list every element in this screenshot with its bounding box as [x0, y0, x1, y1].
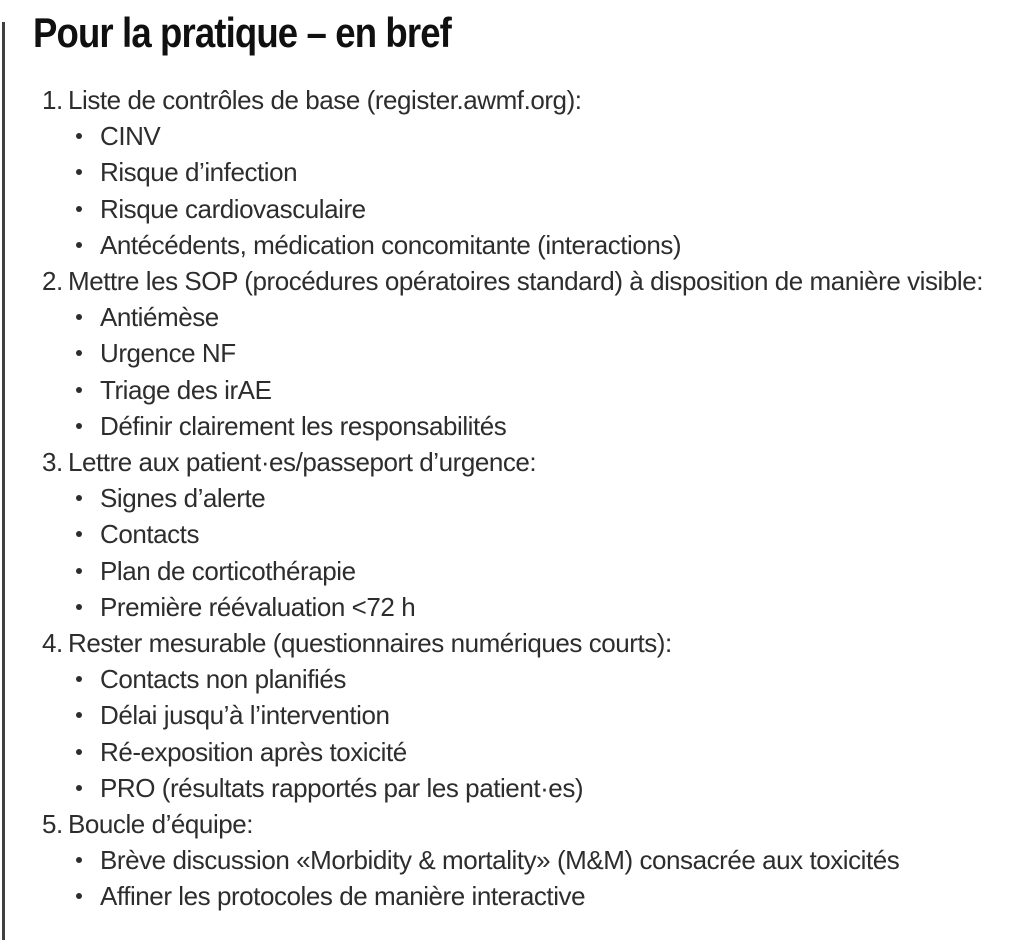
bullet-item: [68, 770, 988, 806]
bullet-label: Antiémèse: [100, 302, 219, 333]
bullet-icon: [76, 350, 82, 356]
bullet-item: [68, 734, 988, 770]
bullet-list: [68, 480, 988, 625]
bullet-item: [68, 227, 988, 263]
bullet-label: Risque cardiovasculaire: [100, 193, 366, 224]
item-label: Rester mesurable (questionnaires numériques courts):: [68, 628, 672, 659]
bullet-label: Signes d’alerte: [100, 483, 266, 514]
bullet-item: [68, 516, 988, 552]
bullet-label: CINV: [100, 121, 161, 152]
bullet-icon: [76, 133, 82, 139]
bullet-icon: [76, 531, 82, 537]
left-accent-bar: [2, 22, 5, 940]
bullet-icon: [76, 712, 82, 718]
bullet-label: Définir clairement les responsabilités: [100, 410, 507, 441]
bullet-icon: [76, 785, 82, 791]
bullet-item: [68, 661, 988, 697]
bullet-icon: [76, 423, 82, 429]
item-number: 1.: [42, 85, 63, 115]
bullet-icon: [76, 206, 82, 212]
bullet-item: [68, 878, 988, 914]
list-item: [42, 263, 988, 444]
bullet-icon: [76, 568, 82, 574]
item-number: 3.: [42, 447, 63, 478]
bullet-label: Plan de corticothérapie: [100, 555, 356, 586]
bullet-list: [68, 118, 988, 263]
bullet-icon: [76, 893, 82, 899]
bullet-label: Brève discussion «Morbidity & mortality» (M&M) consacrée aux toxicités: [100, 845, 900, 876]
page-title: Pour la pratique – en bref: [33, 9, 451, 56]
item-number: 5.: [42, 809, 63, 840]
bullet-label: Urgence NF: [100, 338, 236, 369]
bullet-item: [68, 299, 988, 335]
bullet-item: [68, 118, 988, 154]
bullet-label: Première réévaluation <72 h: [100, 591, 416, 622]
bullet-label: Délai jusqu’à l’intervention: [100, 700, 390, 731]
bullet-item: [68, 842, 988, 878]
item-label: Mettre les SOP (procédures opératoires standard) à disposition de manière visible:: [68, 266, 983, 297]
bullet-label: Antécédents, médication concomitante (interactions): [100, 229, 682, 260]
list-item: [42, 444, 988, 625]
bullet-icon: [76, 169, 82, 175]
bullet-item: [68, 335, 988, 371]
list-item: [42, 806, 988, 915]
bullet-icon: [76, 387, 82, 393]
bullet-item: [68, 408, 988, 444]
item-label: Lettre aux patient·es/passeport d’urgence:: [68, 447, 537, 478]
bullet-label: Affiner les protocoles de manière interactive: [100, 881, 586, 912]
bullet-icon: [76, 495, 82, 501]
item-number: 4.: [42, 628, 63, 659]
bullet-icon: [76, 749, 82, 755]
bullet-item: [68, 697, 988, 733]
bullet-item: [68, 589, 988, 625]
bullet-item: [68, 553, 988, 589]
list-item: [42, 82, 988, 263]
bullet-item: [68, 372, 988, 408]
bullet-label: Ré-exposition après toxicité: [100, 736, 407, 767]
bullet-item: [68, 154, 988, 190]
bullet-icon: [76, 242, 82, 248]
item-number: 2.: [42, 266, 63, 297]
bullet-list: [68, 299, 988, 444]
bullet-icon: [76, 857, 82, 863]
bullet-icon: [76, 604, 82, 610]
bullet-list: [68, 842, 988, 914]
document-page: [0, 10, 1024, 951]
bullet-icon: [76, 314, 82, 320]
bullet-icon: [76, 676, 82, 682]
bullet-label: Contacts non planifiés: [100, 664, 346, 695]
bullet-label: Triage des irAE: [100, 374, 272, 405]
bullet-item: [68, 191, 988, 227]
bullet-label: Contacts: [100, 519, 200, 550]
item-label: Liste de contrôles de base (register.awmf.org):: [68, 85, 582, 115]
list-item: [42, 625, 988, 806]
item-label: Boucle d’équipe:: [68, 809, 254, 840]
numbered-list: [42, 82, 988, 915]
bullet-list: [68, 661, 988, 806]
bullet-item: [68, 480, 988, 516]
bullet-label: PRO (résultats rapportés par les patient·es): [100, 772, 584, 803]
bullet-label: Risque d’infection: [100, 157, 298, 188]
